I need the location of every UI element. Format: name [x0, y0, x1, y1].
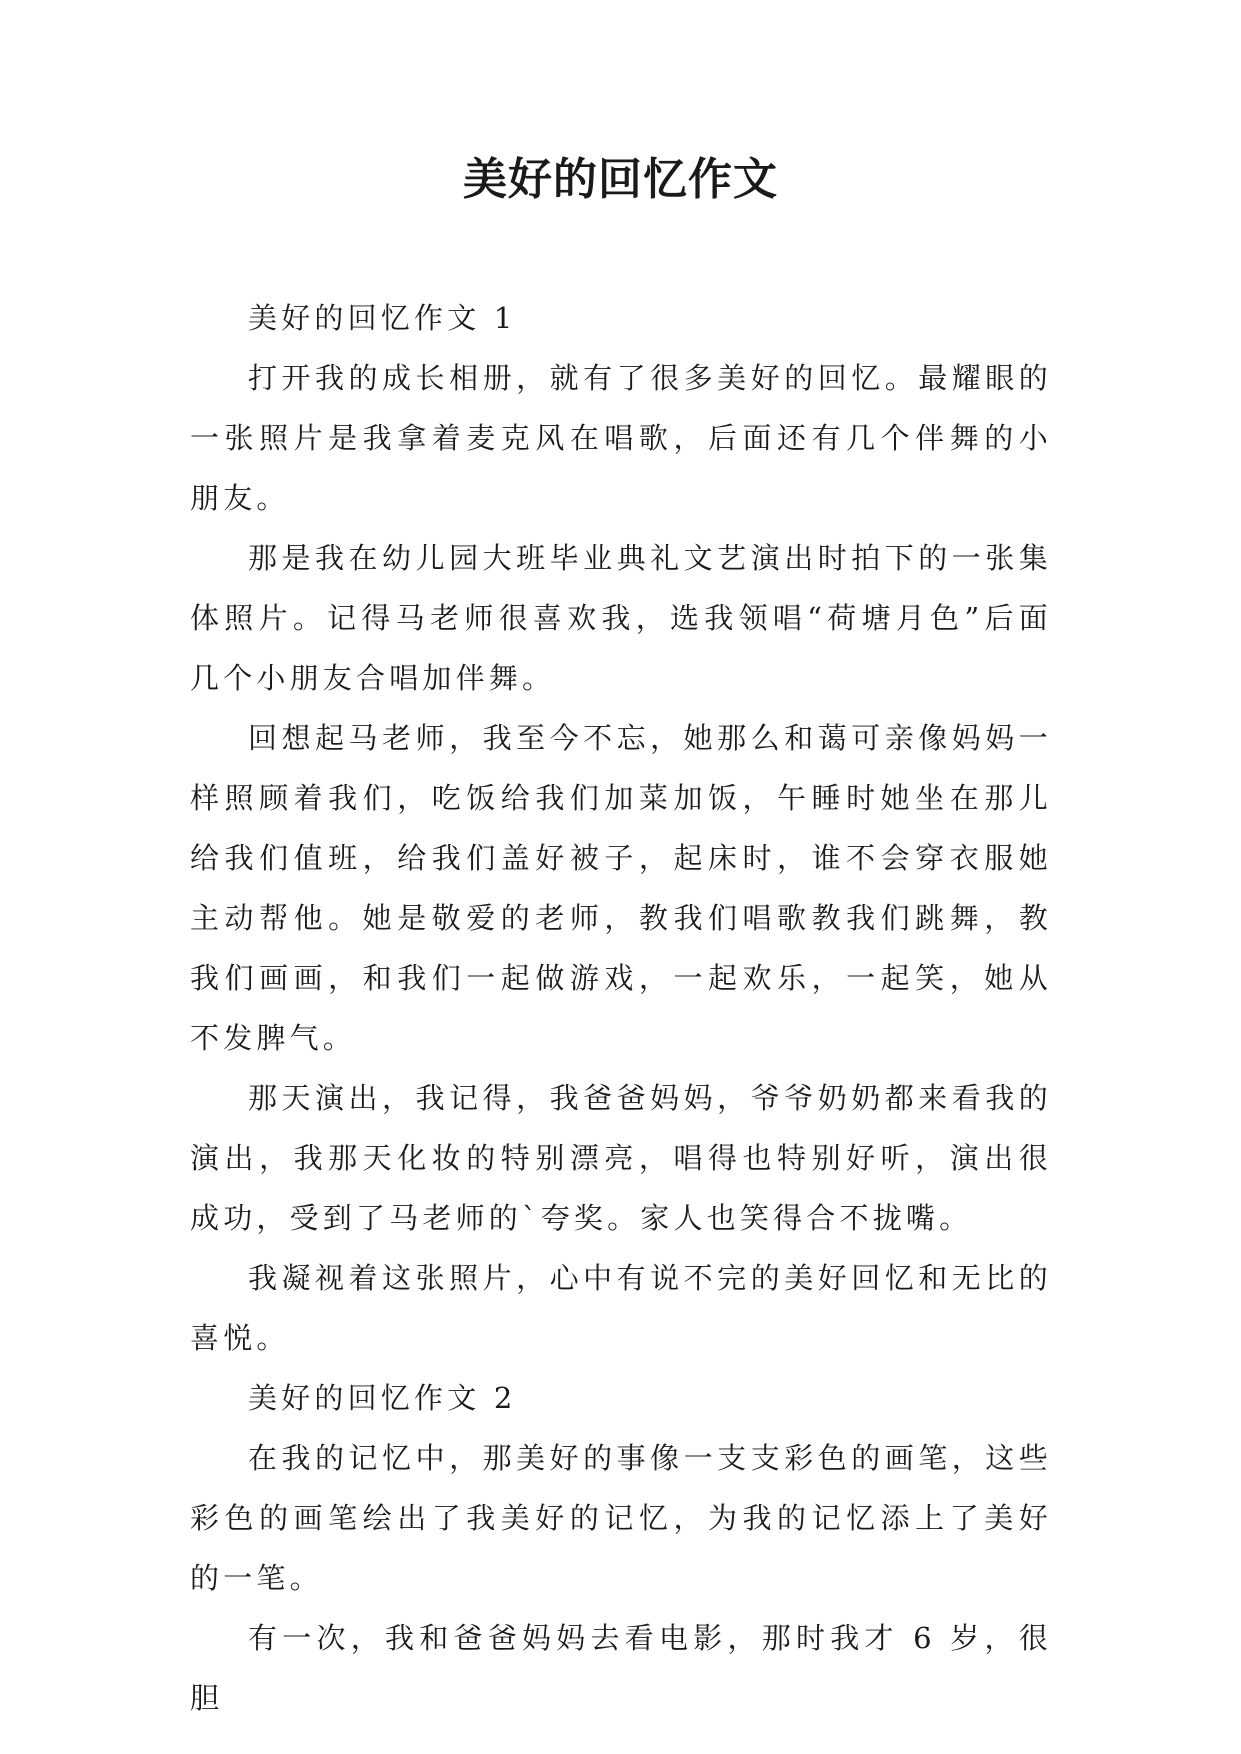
paragraph: 我凝视着这张照片，心中有说不完的美好回忆和无比的喜悦。	[190, 1261, 1052, 1355]
paragraph: 那是我在幼儿园大班毕业典礼文艺演出时拍下的一张集体照片。记得马老师很喜欢我，选我领唱“荷塘月色”后面几个小朋友合唱加伴舞。	[190, 541, 1052, 695]
document-title: 美好的回忆作文	[463, 154, 778, 205]
paragraph: 那天演出，我记得，我爸爸妈妈，爷爷奶奶都来看我的演出，我那天化妆的特别漂亮，唱得也特别好听，演出很成功，受到了马老师的`夸奖。家人也笑得合不拢嘴。	[190, 1081, 1052, 1235]
section-heading: 美好的回忆作文 1	[248, 301, 517, 335]
paragraph: 回想起马老师，我至今不忘，她那么和蔼可亲像妈妈一样照顾着我们，吃饭给我们加菜加饭，午睡时她坐在那儿给我们值班，给我们盖好被子，起床时，谁不会穿衣服她主动帮他。她是敬爱的老师，教我们唱歌教我们跳舞，教我们画画，和我们一起做游戏，一起欢乐，一起笑，她从不发脾气。	[190, 721, 1052, 1055]
section-1	[190, 288, 1052, 1368]
paragraph: 有一次，我和爸爸妈妈去看电影，那时我才 6 岁，很胆	[190, 1621, 1052, 1715]
paragraph: 打开我的成长相册，就有了很多美好的回忆。最耀眼的一张照片是我拿着麦克风在唱歌，后面还有几个伴舞的小朋友。	[190, 361, 1052, 515]
paragraph: 在我的记忆中，那美好的事像一支支彩色的画笔，这些彩色的画笔绘出了我美好的记忆，为我的记忆添上了美好的一笔。	[190, 1441, 1052, 1595]
document-body	[190, 288, 1052, 1728]
section-heading: 美好的回忆作文 2	[248, 1381, 517, 1415]
section-2	[190, 1368, 1052, 1728]
